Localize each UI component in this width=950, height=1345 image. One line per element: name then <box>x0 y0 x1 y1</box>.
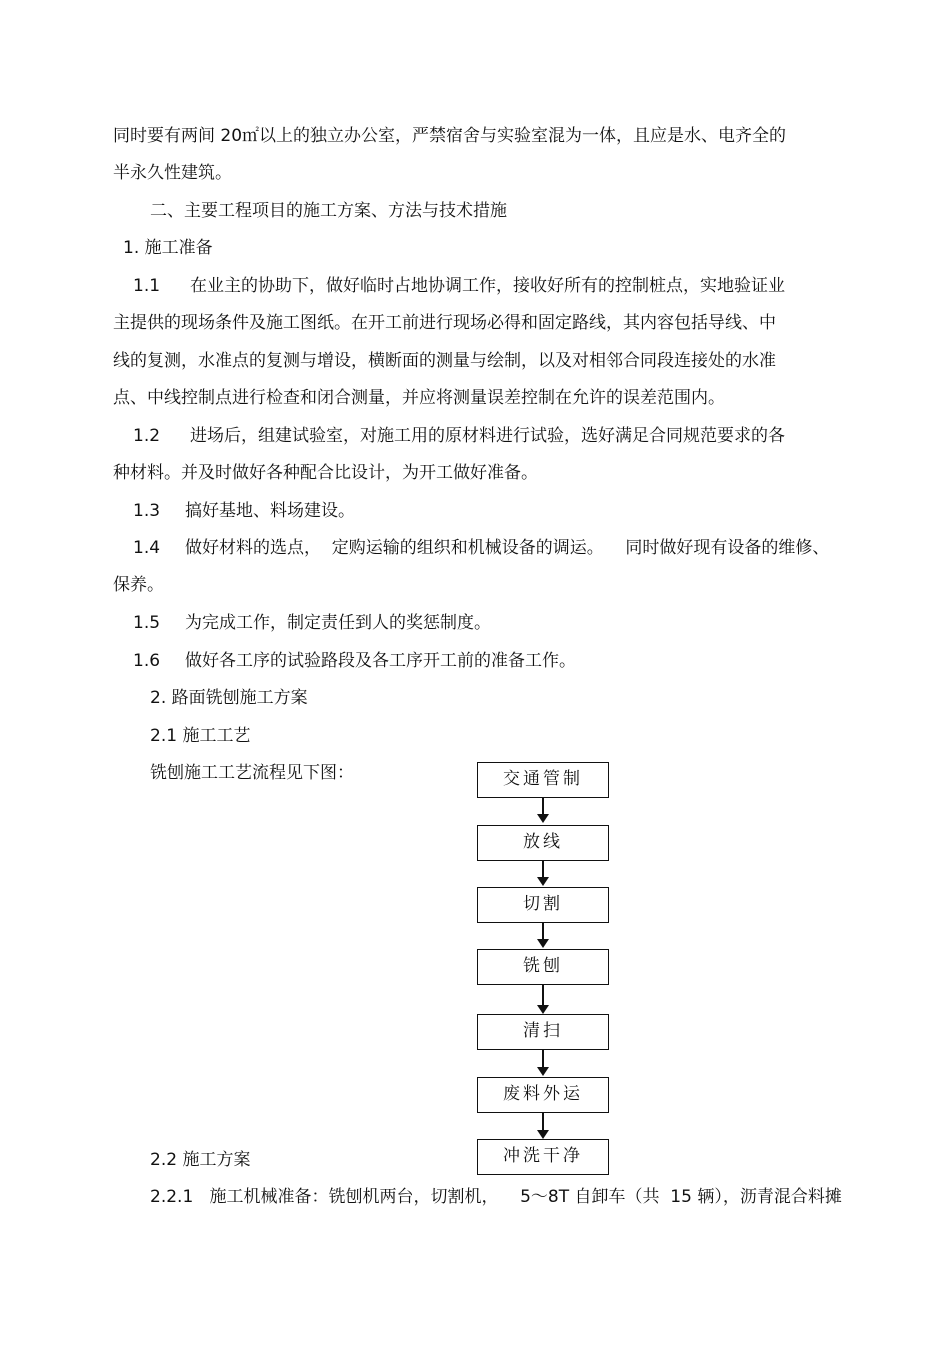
flow-step: 放线 <box>477 825 609 861</box>
text-line: 搞好基地、料场建设。 <box>185 501 355 521</box>
text-line: 半永久性建筑。 <box>113 163 232 183</box>
arrow-head-icon <box>537 939 549 948</box>
flow-step: 交通管制 <box>477 762 609 798</box>
flow-step: 冲洗干净 <box>477 1139 609 1175</box>
flow-step: 废料外运 <box>477 1077 609 1113</box>
paragraph-number: 1.6 <box>133 651 161 671</box>
paragraph-number: 1.4 <box>133 538 161 558</box>
flow-arrow <box>542 1113 544 1130</box>
text-line: 做好材料的选点， 定购运输的组织和机械设备的调运。 同时做好现有设备的维修、 <box>185 538 830 558</box>
flow-arrow <box>542 1050 544 1067</box>
text-line: 点、中线控制点进行检查和闭合测量，并应将测量误差控制在允许的误差范围内。 <box>113 388 725 408</box>
text-line: 为完成工作，制定责任到人的奖惩制度。 <box>185 613 491 633</box>
paragraph-number: 1.1 <box>133 276 161 296</box>
flow-arrow <box>542 923 544 939</box>
arrow-head-icon <box>537 1130 549 1139</box>
subsection-heading: 2.1 施工工艺 <box>150 726 251 746</box>
arrow-head-icon <box>537 814 549 823</box>
flow-step: 铣刨 <box>477 949 609 985</box>
arrow-head-icon <box>537 1067 549 1076</box>
text-line: 种材料。并及时做好各种配合比设计，为开工做好准备。 <box>113 463 538 483</box>
arrow-head-icon <box>537 877 549 886</box>
text-line: 进场后，组建试验室，对施工用的原材料进行试验，选好满足合同规范要求的各 <box>190 426 785 446</box>
subsection-heading: 1. 施工准备 <box>123 238 213 258</box>
text-line: 线的复测，水准点的复测与增设，横断面的测量与绘制，以及对相邻合同段连接处的水准 <box>113 351 776 371</box>
subsection-heading: 2.2 施工方案 <box>150 1150 251 1170</box>
text-line: 在业主的协助下，做好临时占地协调工作，接收好所有的控制桩点，实地验证业 <box>190 276 785 296</box>
text-line: 铣刨施工工艺流程见下图： <box>150 763 354 783</box>
paragraph-number: 1.2 <box>133 426 161 446</box>
subsection-heading: 2. 路面铣刨施工方案 <box>150 688 308 708</box>
flow-arrow <box>542 985 544 1005</box>
flow-arrow <box>542 798 544 814</box>
flow-arrow <box>542 861 544 877</box>
text-line: 2.2.1 施工机械准备：铣刨机两台，切割机， 5～8T 自卸车（共 15 辆），沥青混合料摊 <box>150 1187 842 1207</box>
text-line: 做好各工序的试验路段及各工序开工前的准备工作。 <box>185 651 576 671</box>
flow-step: 切割 <box>477 887 609 923</box>
text-line: 同时要有两间 20㎡以上的独立办公室，严禁宿舍与实验室混为一体，且应是水、电齐全的 <box>113 126 787 146</box>
flow-step: 清扫 <box>477 1014 609 1050</box>
text-line: 主提供的现场条件及施工图纸。在开工前进行现场必得和固定路线，其内容包括导线、中 <box>113 313 776 333</box>
paragraph-number: 1.5 <box>133 613 161 633</box>
text-line: 保养。 <box>113 575 164 595</box>
arrow-head-icon <box>537 1005 549 1014</box>
section-heading: 二、主要工程项目的施工方案、方法与技术措施 <box>150 201 507 221</box>
paragraph-number: 1.3 <box>133 501 161 521</box>
